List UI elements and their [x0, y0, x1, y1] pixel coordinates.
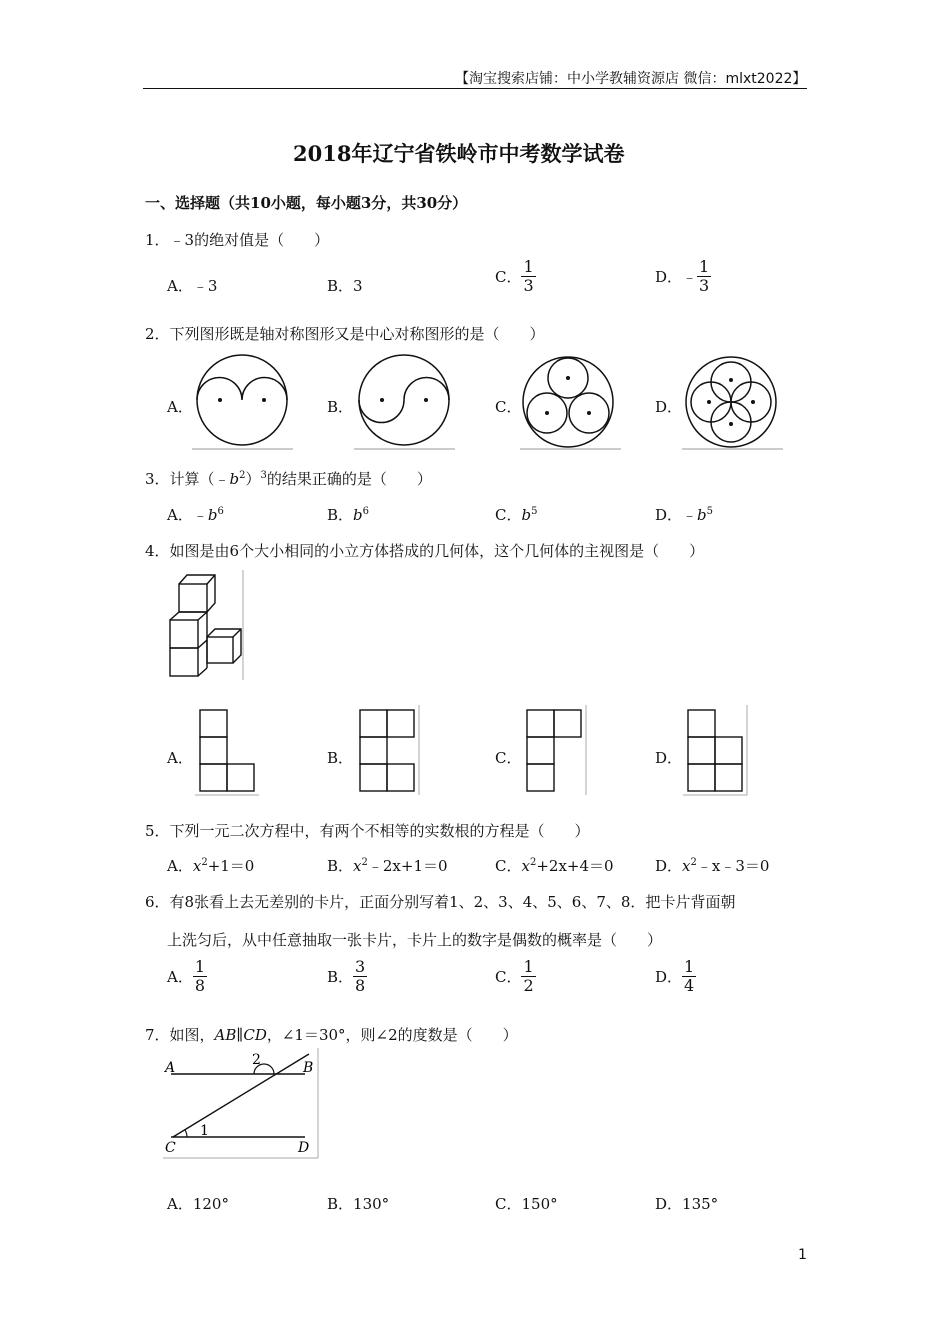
- q6-a-fraction: $\frac{1}{8}$: [194, 957, 206, 995]
- q1-c-fraction: $\frac{1}{3}$: [523, 257, 534, 295]
- section-heading: 一、选择题（共10小题，每小题3分，共30分）: [145, 194, 468, 212]
- q4-figure-d[interactable]: [681, 705, 749, 797]
- q6-b-fraction: $\frac{3}{8}$: [355, 957, 366, 995]
- q4-figure-c[interactable]: [520, 705, 588, 797]
- q4-option-a-label[interactable]: A．: [167, 749, 193, 767]
- q1-d-sign: ﹣: [682, 268, 698, 286]
- q7-fig-label-d: D: [298, 1140, 310, 1156]
- q2-stem: 2．下列图形既是轴对称图形又是中心对称图形的是（ ）: [145, 325, 545, 343]
- q7-fig-angle-2: 2: [252, 1052, 261, 1068]
- q7-option-b[interactable]: B．130°: [327, 1195, 390, 1213]
- q6-c-fraction: $\frac{1}{2}$: [523, 957, 534, 995]
- q5-option-a[interactable]: A．$x^2+1=0$: [167, 857, 255, 875]
- q1-option-d[interactable]: [655, 258, 711, 295]
- q4-figure-b[interactable]: [353, 705, 421, 797]
- q4-solid-figure: [165, 570, 247, 682]
- q3-stem: 3．计算$(﹣b^2)^3$的结果正确的是（ ）: [145, 470, 432, 488]
- q7-fig-angle-1: 1: [200, 1123, 209, 1139]
- q2-figure-c[interactable]: [518, 352, 623, 452]
- q7-fig-label-c: C: [165, 1140, 176, 1156]
- q1-d-label: D．: [655, 268, 683, 286]
- header-rule: [143, 88, 807, 89]
- q2-option-a-label[interactable]: A．: [167, 398, 193, 416]
- q6-option-b[interactable]: B． $\frac{3}{8}$: [327, 957, 366, 995]
- q2-option-c-label[interactable]: C．: [495, 398, 522, 416]
- q1-d-fraction: $\frac{1}{3}$: [699, 257, 710, 295]
- q4-option-c-label[interactable]: C．: [495, 749, 522, 767]
- q5-stem: 5．下列一元二次方程中，有两个不相等的实数根的方程是（ ）: [145, 822, 590, 840]
- q3-option-b[interactable]: B．$b^6$: [327, 506, 370, 524]
- q7-fig-label-a: A: [165, 1060, 176, 1076]
- q7-stem: 7．如图，AB∥CD，∠1＝30°，则∠2的度数是（ ）: [145, 1026, 518, 1044]
- q7-parallel-lines-figure: [163, 1048, 321, 1160]
- q1-option-a[interactable]: A．﹣3: [167, 277, 218, 295]
- q2-option-d-label[interactable]: D．: [655, 398, 683, 416]
- q5-option-c[interactable]: C．$x^2+2x+4=0$: [495, 857, 614, 875]
- q6-d-fraction: $\frac{1}{4}$: [684, 957, 695, 995]
- q4-stem: 4．如图是由6个大小相同的小立方体搭成的几何体，这个几何体的主视图是（ ）: [145, 542, 705, 560]
- q7-fig-label-b: B: [303, 1060, 314, 1076]
- q1-c-label: C．: [495, 268, 522, 286]
- q3-option-c[interactable]: C．$b^5$: [495, 506, 538, 524]
- header-text: 【淘宝搜索店铺：中小学教辅资源店 微信：mlxt2022】: [455, 71, 807, 87]
- q6-stem-line1: 6．有8张看上去无差别的卡片，正面分别写着1、2、3、4、5、6、7、8．把卡片背面朝: [145, 893, 736, 911]
- q1-stem: 1．﹣3的绝对值是（ ）: [145, 231, 330, 249]
- q1-option-b[interactable]: B．3: [327, 277, 363, 295]
- q6-option-a[interactable]: A． $\frac{1}{8}$: [167, 957, 206, 995]
- q6-option-d[interactable]: D． $\frac{1}{4}$: [655, 957, 695, 995]
- page-title: 2018年辽宁省铁岭市中考数学试卷: [293, 141, 625, 166]
- q7-option-d[interactable]: D．135°: [655, 1195, 719, 1213]
- q6-stem-line2: 上洗匀后，从中任意抽取一张卡片，卡片上的数字是偶数的概率是（ ）: [167, 931, 663, 949]
- q4-option-d-label[interactable]: D．: [655, 749, 683, 767]
- q2-figure-a[interactable]: [190, 352, 295, 452]
- page-number: 1: [798, 1247, 807, 1263]
- q4-option-b-label[interactable]: B．: [327, 749, 354, 767]
- q2-figure-d[interactable]: [680, 352, 785, 452]
- q3-option-d[interactable]: D．$﹣b^5$: [655, 506, 714, 524]
- q4-figure-a[interactable]: [193, 705, 261, 797]
- q7-option-c[interactable]: C．150°: [495, 1195, 558, 1213]
- q3-option-a[interactable]: A．$﹣b^6$: [167, 506, 224, 524]
- q2-option-b-label[interactable]: B．: [327, 398, 354, 416]
- q6-option-c[interactable]: C． $\frac{1}{2}$: [495, 957, 534, 995]
- q5-option-b[interactable]: B．$x^2﹣2x+1=0$: [327, 857, 448, 875]
- q7-option-a[interactable]: A．120°: [167, 1195, 229, 1213]
- q5-option-d[interactable]: D．$x^2﹣x﹣3=0$: [655, 857, 770, 875]
- q2-figure-b[interactable]: [352, 352, 457, 452]
- q1-option-c[interactable]: [495, 258, 536, 295]
